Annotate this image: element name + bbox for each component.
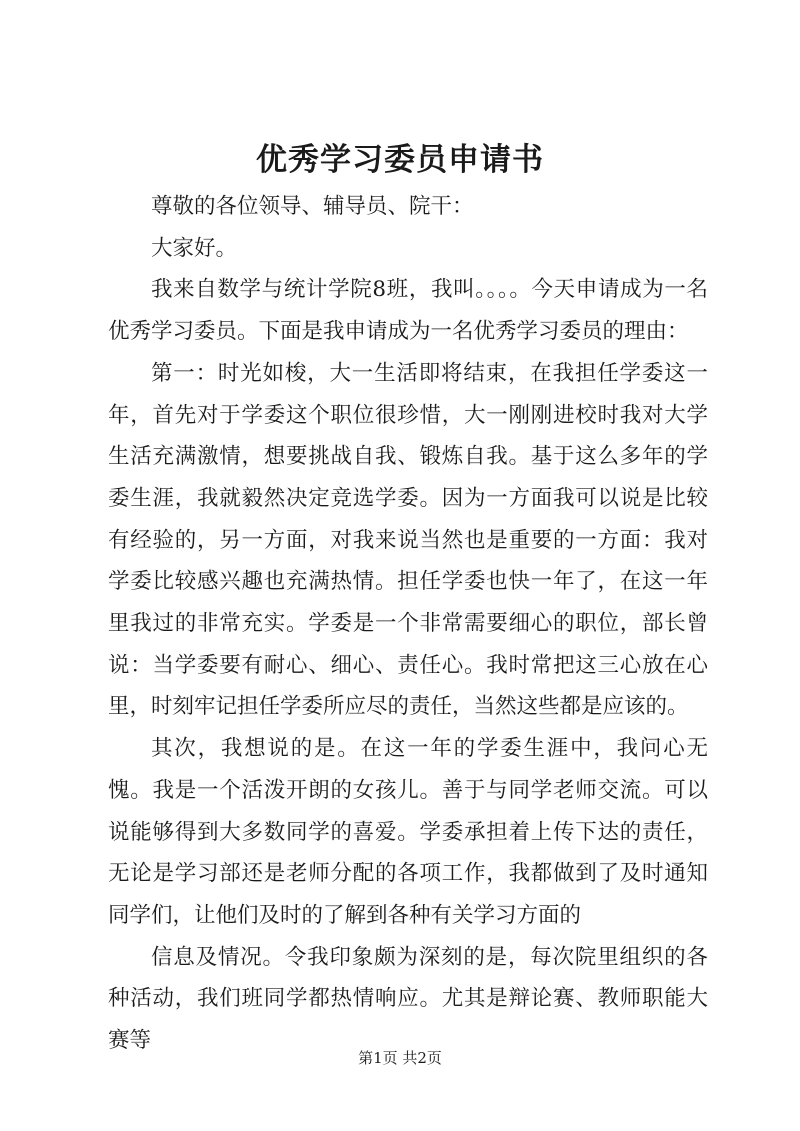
document-title: 优秀学习委员申请书 <box>256 142 544 178</box>
document-body <box>108 186 708 1062</box>
paragraph-salutation: 尊敬的各位领导、辅导员、院干： <box>151 194 474 219</box>
paragraph-second-reason: 其次，我想说的是。在这一年的学委生涯中，我问心无愧。我是一个活泼开朗的女孩儿。善于与同学老师交流。可以说能够得到大多数同学的喜爱。学委承担着上传下达的责任，无论是学习部还是老师分配的各项工作，我都做到了及时通知同学们，让他们及时的了解到各种有关学习方面的 <box>108 736 708 928</box>
paragraph-activities: 信息及情况。令我印象颇为深刻的是，每次院里组织的各种活动，我们班同学都热情响应。尤其是辩论赛、教师职能大赛等 <box>108 944 708 1054</box>
page-number-footer: 第1页 共2页 <box>358 1049 442 1067</box>
paragraph-first-reason: 第一：时光如梭，大一生活即将结束，在我担任学委这一年，首先对于学委这个职位很珍惜，大一刚刚进校时我对大学生活充满激情，想要挑战自我、锻炼自我。基于这么多年的学委生涯，我就毅然决定竞选学委。因为一方面我可以说是比较有经验的，另一方面，对我来说当然也是重要的一方面：我对学委比较感兴趣也充满热情。担任学委也快一年了，在这一年里我过的非常充实。学委是一个非常需要细心的职位，部长曾说：当学委要有耐心、细心、责任心。我时常把这三心放在心里，时刻牢记担任学委所应尽的责任，当然这些都是应该的。 <box>108 360 708 720</box>
paragraph-greeting: 大家好。 <box>151 235 238 261</box>
paragraph-introduction: 我来自数学与统计学院8班，我叫。。。。今天申请成为一名优秀学习委员。下面是我申请成为一名优秀学习委员的理由： <box>108 277 708 345</box>
